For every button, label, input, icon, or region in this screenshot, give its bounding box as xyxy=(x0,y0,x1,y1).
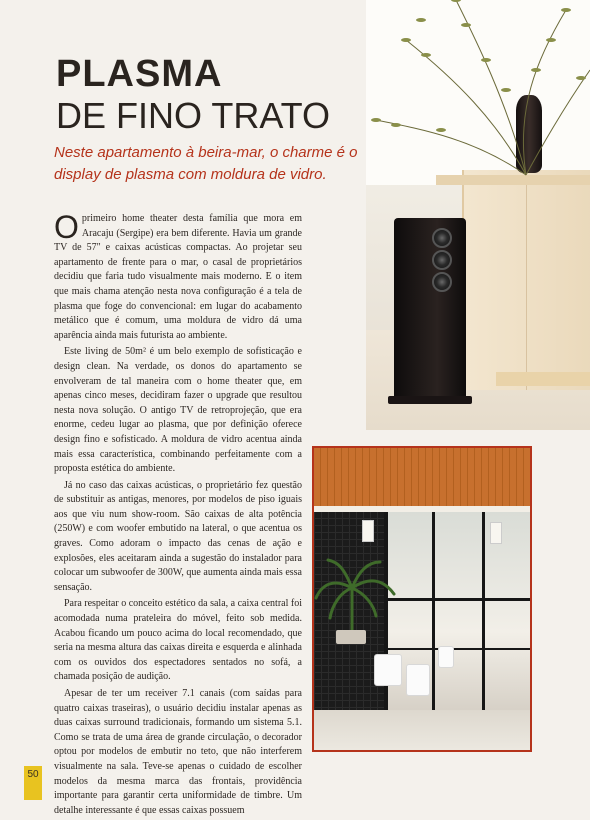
wooden-ceiling xyxy=(314,448,530,508)
speaker-driver-bottom xyxy=(432,272,452,292)
paragraph-5: Apesar de ter um receiver 7.1 canais (com saídas para quatro caixas traseiras), o usuário decidiu instalar apenas as duas caixas surround tradicionais, formando um sistema 5.1. Como se trata de uma área de grande circulação, o decorador optou por modelos de embutir no teto, que não interferem visualmente na sala. Teve-se apenas o cuidado de escolher modelos da mesma marca das frontais, providência importante para garantir certa uniformidade de timbre. Um detalhe interessante é que essas caixas possuem xyxy=(54,688,302,816)
page-number: 50 xyxy=(24,766,42,800)
floor-speaker xyxy=(394,218,466,398)
white-chair xyxy=(374,654,402,686)
article-title-line1: PLASMA xyxy=(56,53,223,95)
window-frame xyxy=(384,648,530,650)
drop-cap: O xyxy=(54,209,79,245)
wall-light xyxy=(362,520,374,542)
article-body xyxy=(54,209,302,820)
paragraph-4: Para respeitar o conceito estético da sala, a caixa central foi acomodada numa prateleira do móvel, feito sob medida. Acabou ficando um pouco acima do local recomendado, que seria na mesma altura das caixas direita e esquerda e alinhada com os ouvidos dos espectadores sentados no sofá, a chamada posição de audição. xyxy=(54,598,302,683)
window-frame xyxy=(482,512,485,712)
speaker-driver-middle xyxy=(432,250,452,270)
living-room-photo xyxy=(366,0,590,430)
paragraph-2: Este living de 50m² é um belo exemplo de sofisticação e design clean. Na verdade, os donos do apartamento se envolveram de tal maneira com o home theater que, em apenas cinco meses, decidiram fazer o upgrade que resultou nesta nova solução. O antigo TV de retroprojeção, que era enorme, cedeu lugar ao plasma, que por definição oferece design fino e sofisticado. A moldura de vidro acentua ainda mais essa característica, combinando perfeitamente com a proposta estética do ambiente. xyxy=(54,346,302,475)
paragraph-3: Já no caso das caixas acústicas, o proprietário fez questão de substituir as antigas, menores, por modelos de piso iguais aos que viu num show-room. São caixas de alta potência (250W) e com woofer embutido na lateral, o que acentua os graves. Como adoram o impacto das cenas de ação e explosões, eles aceitaram ainda a sugestão do instalador para colocar um subwoofer de 300W, que aumenta ainda mais essa sensação. xyxy=(54,479,302,593)
white-chair xyxy=(438,646,454,668)
window-frame xyxy=(432,512,435,712)
article-title-line2: DE FINO TRATO xyxy=(56,95,331,136)
wall-light xyxy=(490,522,502,544)
speaker-base xyxy=(388,396,472,404)
speaker-driver-top xyxy=(432,228,452,248)
cabinet-divider xyxy=(526,170,527,390)
white-chair xyxy=(406,664,430,696)
balcony-photo xyxy=(312,446,532,752)
article-subtitle: Neste apartamento à beira-mar, o charme é o display de plasma com moldura de vidro. xyxy=(54,144,358,183)
low-shelf xyxy=(496,372,590,386)
plant-branches xyxy=(366,0,590,200)
paragraph-1-text: primeiro home theater desta família que mora em Aracaju (Sergipe) era bem diferente. Havia um grande TV de 57" e caixas acústicas compactas. Ao projetar seu apartamento de frente para o mar, o casal de proprietários decidiu que faria tudo visualmente mais moderno. E o item que mais chama atenção nesta nova configuração é a tela de plasma que foge do convencional: em lugar do acabamento metálico que é comum, uma moldura de vidro dá uma aparência ainda mais futurista ao ambiente. xyxy=(54,213,302,341)
plant-pot xyxy=(336,630,366,644)
window-frame xyxy=(384,598,530,601)
paragraph-1 xyxy=(54,209,302,343)
balcony-floor xyxy=(314,710,530,750)
